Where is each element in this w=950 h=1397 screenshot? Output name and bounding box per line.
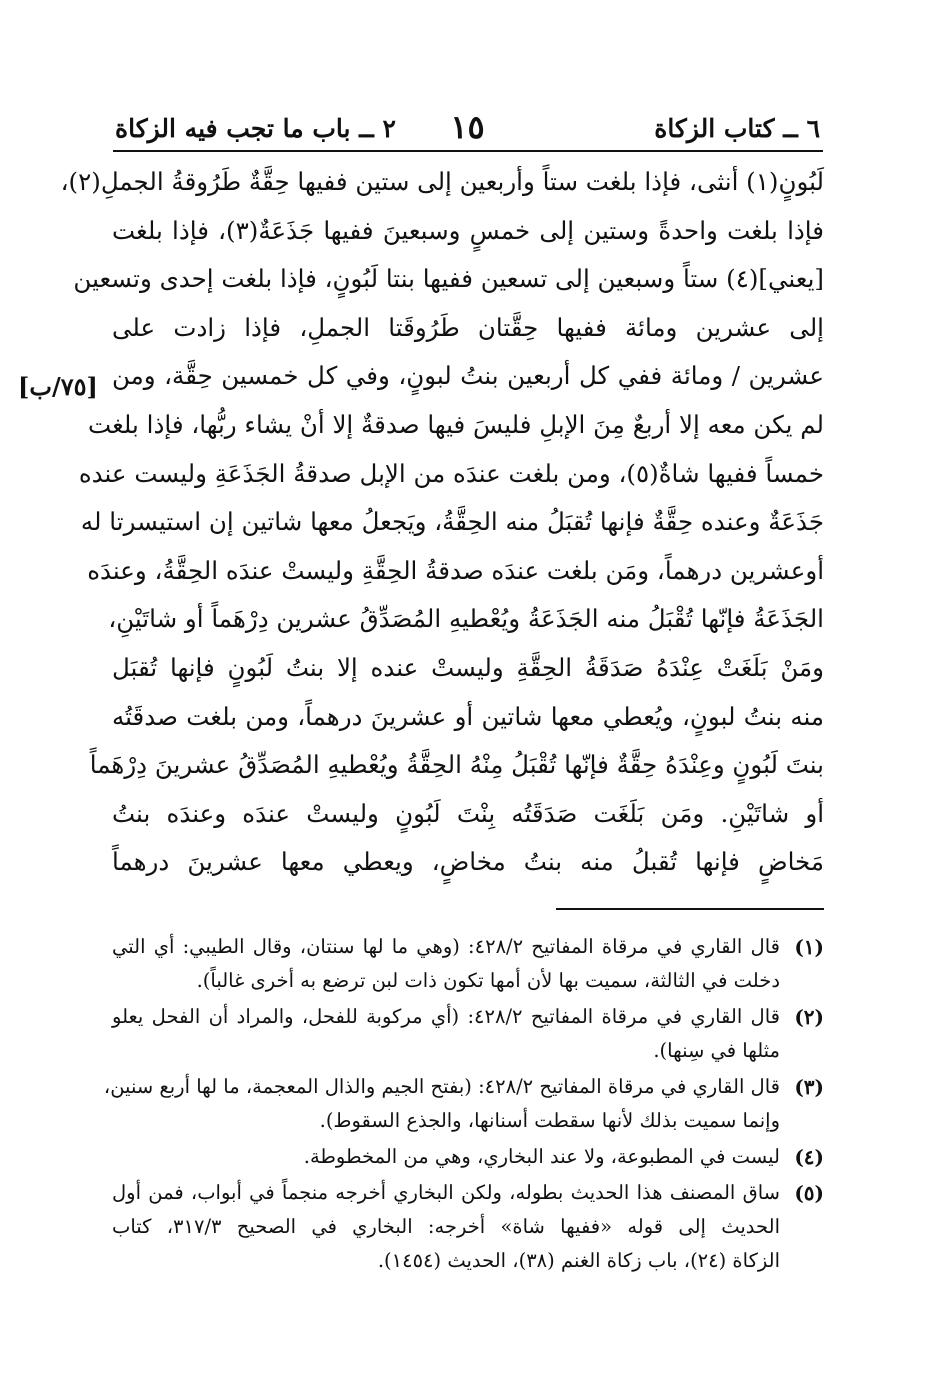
text-line: [يعني](٤) ستاً وسبعين إلى تسعين ففيها بنتا لَبُونٍ، فإذا بلغت إحدى وتسعين <box>73 264 824 294</box>
manuscript-folio-ref: [٧٥/ب] <box>18 372 98 401</box>
text-line: بنتَ لَبُونٍ وعِنْدَهُ حِقَّةٌ فإنّها تُقْبَلُ مِنْهُ الحِقَّةُ ويُعْطيهِ المُصَدِّقُ عشرينَ دِرْهَماً <box>89 750 824 780</box>
footnote <box>112 1176 824 1278</box>
footnote-line: ساق المصنف هذا الحديث بطوله، ولكن البخاري أخرجه منجماً في أبواب، فمن أول <box>112 1181 780 1204</box>
footnote-line: مثلها في سِنها). <box>653 1039 780 1062</box>
text-line: مَخاضٍ فإنها تُقبلُ منه بنتُ مخاضٍ، ويعطي معها عشرينَ درهماً <box>112 847 824 877</box>
text-line: منه بنتُ لبونٍ، ويُعطي معها شاتين أو عشرينَ درهماً، ومن بلغت صدقَتُه <box>112 701 824 731</box>
footnote-number: (٤) <box>794 1145 824 1169</box>
footnote-number: (٥) <box>794 1181 824 1205</box>
text-line: الجَذَعَةُ فإنّها تُقْبَلُ منه الجَذَعَةُ ويُعْطيهِ المُصَدِّقُ عشرين دِرْهَماً أو شاتَيْنِ، <box>108 604 824 634</box>
text-line: ومَنْ بَلَغَتْ عِنْدَهُ صَدَقَةُ الحِقَّةِ وليستْ عنده إلا بنتُ لَبُونٍ فإنها تُقبَل <box>112 652 824 682</box>
text-line: خمساً ففيها شاةٌ(٥)، ومن بلغت عندَه من الإبل صدقةُ الجَذَعَةِ وليست عنده <box>78 458 824 488</box>
footnote-line: قال القاري في مرقاة المفاتيح ٤٢٨/٢: (بفتح الجيم والذال المعجمة، ما لها أربع سنين، <box>103 1075 780 1098</box>
text-line: إلى عشرين ومائة ففيها حِقَّتان طَرُوقَتا الجملِ، فإذا زادت على <box>112 312 824 342</box>
footnote <box>103 1070 824 1138</box>
footnote <box>112 1000 824 1068</box>
footnote-number: (١) <box>794 935 824 959</box>
header-rule <box>113 150 823 152</box>
text-line: عشرين / ومائة ففي كل أربعين بنتُ لبونٍ، وفي كل خمسين حِقَّة، ومن <box>112 361 824 391</box>
footnote-line: قال القاري في مرقاة المفاتيح ٤٢٨/٢: (وهي ما لها سنتان، وقال الطيبي: أي التي <box>112 935 780 958</box>
footnote <box>112 1140 824 1174</box>
text-line: جَذَعَةٌ وعنده حِقَّةٌ فإنها تُقبَلُ منه الحِقَّةُ، ويَجعلُ معها شاتين إن استيسرتا له <box>80 507 824 537</box>
footnote-line: قال القاري في مرقاة المفاتيح ٤٢٨/٢: (أي مركوبة للفحل، والمراد أن الفحل يعلو <box>112 1005 780 1028</box>
footnotes <box>103 930 824 1280</box>
footnote-line: الزكاة (٢٤)، باب زكاة الغنم (٣٨)، الحديث (١٤٥٤). <box>377 1249 780 1272</box>
footnote-line: ليست في المطبوعة، ولا عند البخاري، وهي من المخطوطة. <box>303 1145 780 1168</box>
footnote-line: الحديث إلى قوله «ففيها شاة» أخرجه: البخاري في الصحيح ٣١٧/٣، كتاب <box>112 1215 780 1238</box>
footnote-line: دخلت في الثالثة، سميت بها لأن أمها تكون ذات لبن ترضع به أخرى غالباً). <box>196 969 780 992</box>
section-title: ٢ ــ باب ما تجب فيه الزكاة <box>115 114 396 143</box>
running-header <box>115 108 820 152</box>
text-line: أو شاتَيْنِ. ومَن بَلَغَت صَدَقَتُه بِنْتَ لَبُونٍ وليستْ عندَه وعندَه بنتُ <box>112 798 824 828</box>
chapter-title: ٦ ــ كتاب الزكاة <box>654 114 820 143</box>
text-line: فإذا بلغت واحدةً وستين إلى خمسٍ وسبعينَ ففيها جَذَعَةٌ(٣)، فإذا بلغت <box>112 215 824 245</box>
page-number: ١٥ <box>450 108 485 146</box>
footnote-line: وإنما سميت بذلك لأنها سقطت أسنانها، والجذع السقوط). <box>319 1109 780 1132</box>
footnote <box>112 930 824 998</box>
text-line: أوعشرين درهماً، ومَن بلغت عندَه صدقةُ الحِقَّةِ وليستْ عندَه الحِقَّةُ، وعندَه <box>87 555 824 585</box>
text-line: لم يكن معه إلا أربعٌ مِنَ الإبلِ فليسَ فيها صدقةٌ إلا أنْ يشاء ربُّها، فإذا بلغت <box>88 409 824 439</box>
main-text <box>60 158 824 887</box>
footnote-separator <box>556 908 824 910</box>
text-line: لَبُونٍ(١) أنثى، فإذا بلغت ستاً وأربعين إلى ستين ففيها حِقَّةٌ طَرُوقةُ الجملِ(٢)، <box>60 167 824 196</box>
footnote-number: (٢) <box>794 1005 824 1029</box>
footnote-number: (٣) <box>794 1075 824 1099</box>
